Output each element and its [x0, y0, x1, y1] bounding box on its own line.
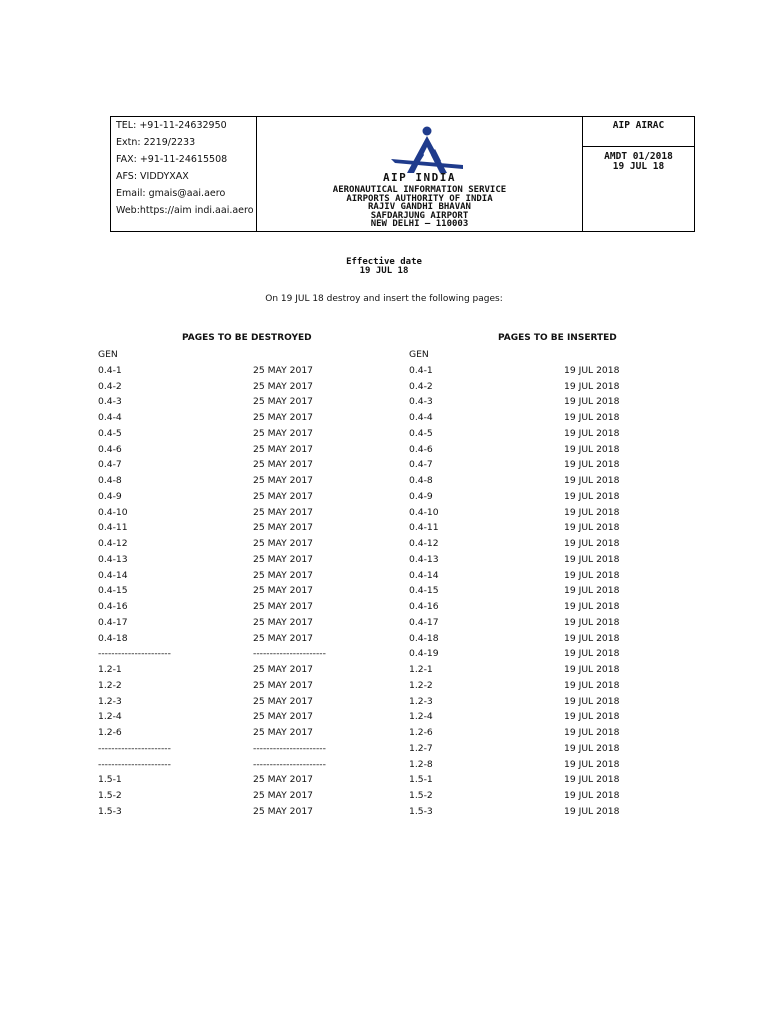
- list-item: [98, 646, 358, 662]
- list-item: [409, 394, 669, 410]
- inserted-pages-list: [409, 347, 669, 820]
- list-item: [98, 678, 358, 694]
- page-date: 25 MAY 2017: [253, 711, 314, 723]
- page-date: 25 MAY 2017: [253, 695, 314, 707]
- contact-fax: FAX: +91-11-24615508: [116, 154, 228, 165]
- effective-date: 19 JUL 18: [359, 266, 409, 276]
- page-number: 0.4-15: [98, 585, 128, 597]
- page-date: 25 MAY 2017: [253, 632, 314, 644]
- page-date: 19 JUL 2018: [564, 585, 620, 597]
- list-item: [409, 741, 669, 757]
- page-date: ----------------------: [253, 758, 326, 770]
- list-item: [409, 694, 669, 710]
- page-number: 0.4-2: [409, 380, 433, 392]
- org-block: [257, 186, 582, 229]
- list-item: [409, 615, 669, 631]
- list-item: [409, 662, 669, 678]
- amendment-date: 19 JUL 18: [612, 161, 665, 172]
- list-item: [98, 568, 358, 584]
- page-number: 1.2-7: [409, 742, 433, 754]
- page-number: 0.4-17: [98, 616, 128, 628]
- list-item: [98, 599, 358, 615]
- amendment-info: [583, 147, 694, 172]
- page-date: 19 JUL 2018: [564, 459, 620, 471]
- page-date: 25 MAY 2017: [253, 679, 314, 691]
- page-date: 19 JUL 2018: [564, 490, 620, 502]
- page-number: 0.4-5: [98, 427, 122, 439]
- list-item: [98, 505, 358, 521]
- list-item: [98, 394, 358, 410]
- page-date: 25 MAY 2017: [253, 585, 314, 597]
- list-item: [98, 347, 358, 363]
- page-date: 19 JUL 2018: [564, 412, 620, 423]
- list-item: [98, 520, 358, 536]
- page-date: 19 JUL 2018: [564, 364, 620, 376]
- page-date: 25 MAY 2017: [253, 412, 314, 423]
- page-date: 25 MAY 2017: [253, 522, 314, 534]
- list-item: [98, 741, 358, 757]
- page-number: 1.2-8: [409, 758, 433, 770]
- list-item: [409, 599, 669, 615]
- page-date: 25 MAY 2017: [253, 790, 314, 801]
- page-date: 19 JUL 2018: [564, 805, 620, 817]
- list-item: [98, 631, 358, 647]
- page-number: 1.2-2: [98, 679, 122, 691]
- page-date: 25 MAY 2017: [253, 569, 314, 581]
- page-number: 1.5-1: [409, 774, 433, 786]
- page-date: 19 JUL 2018: [564, 522, 620, 534]
- list-item: [98, 457, 358, 473]
- page-number: 1.5-2: [98, 790, 122, 801]
- page-number: 0.4-5: [409, 427, 433, 439]
- page-date: 25 MAY 2017: [253, 475, 314, 486]
- page-number: 0.4-12: [98, 538, 128, 549]
- list-item: [409, 426, 669, 442]
- page-number: 0.4-4: [98, 412, 122, 423]
- list-item: [98, 536, 358, 552]
- page-number: 0.4-8: [98, 475, 122, 486]
- amendment-panel: [583, 117, 694, 231]
- page-number: 0.4-17: [409, 616, 439, 628]
- list-item: [409, 583, 669, 599]
- list-item: [98, 410, 358, 426]
- list-item: [409, 804, 669, 820]
- page-number: 0.4-16: [98, 601, 128, 612]
- page-number: GEN: [98, 349, 118, 360]
- page-date: 25 MAY 2017: [253, 396, 314, 408]
- list-item: [98, 788, 358, 804]
- list-item: [409, 520, 669, 536]
- list-item: [409, 646, 669, 662]
- org-line: AIRPORTS AUTHORITY OF INDIA: [346, 193, 493, 204]
- list-item: [409, 788, 669, 804]
- list-item: [409, 725, 669, 741]
- page-number: ----------------------: [98, 742, 171, 754]
- list-item: [98, 662, 358, 678]
- list-item: [409, 552, 669, 568]
- page-date: 19 JUL 2018: [564, 790, 620, 801]
- page-number: ----------------------: [98, 758, 171, 770]
- list-item: [409, 709, 669, 725]
- page-date: 19 JUL 2018: [564, 742, 620, 754]
- page-number: 1.2-6: [409, 727, 433, 738]
- page-date: 25 MAY 2017: [253, 553, 314, 565]
- page-date: 25 MAY 2017: [253, 443, 314, 455]
- list-item: [98, 772, 358, 788]
- page-number: 1.2-4: [409, 711, 433, 723]
- list-item: [98, 709, 358, 725]
- page-date: 19 JUL 2018: [564, 774, 620, 786]
- list-item: [409, 442, 669, 458]
- list-item: [409, 410, 669, 426]
- page-date: 19 JUL 2018: [564, 727, 620, 738]
- page-number: 0.4-1: [409, 364, 433, 376]
- page-date: 19 JUL 2018: [564, 506, 620, 518]
- list-item: [409, 473, 669, 489]
- amendment-number: AMDT 01/2018: [604, 151, 673, 162]
- contact-tel: TEL: +91-11-24632950: [116, 120, 227, 131]
- page-number: 0.4-14: [98, 569, 128, 581]
- list-item: [409, 678, 669, 694]
- list-item: [409, 631, 669, 647]
- page-date: 19 JUL 2018: [564, 569, 620, 581]
- page-number: 0.4-3: [98, 396, 122, 408]
- page-number: 1.2-1: [98, 664, 122, 675]
- page-date: ----------------------: [253, 742, 326, 754]
- list-item: [98, 489, 358, 505]
- page-date: 19 JUL 2018: [564, 538, 620, 549]
- page-number: 0.4-4: [409, 412, 433, 423]
- page-date: ----------------------: [253, 648, 326, 660]
- page-date: 19 JUL 2018: [564, 553, 620, 565]
- contact-extn: Extn: 2219/2233: [116, 137, 196, 148]
- page-date: 19 JUL 2018: [564, 601, 620, 612]
- page-number: 0.4-8: [409, 475, 433, 486]
- aip-title: AIP INDIA: [382, 171, 457, 184]
- effective-label: Effective date: [346, 257, 422, 267]
- list-item: [409, 757, 669, 773]
- page-number: 0.4-3: [409, 396, 433, 408]
- page-number: 1.2-3: [98, 695, 122, 707]
- page-date: 19 JUL 2018: [564, 380, 620, 392]
- page-number: 1.2-3: [409, 695, 433, 707]
- page-date: 25 MAY 2017: [253, 727, 314, 738]
- list-item: [409, 347, 669, 363]
- page-number: 0.4-18: [409, 632, 439, 644]
- page-date: 25 MAY 2017: [253, 805, 314, 817]
- list-item: [409, 489, 669, 505]
- page-number: GEN: [409, 349, 429, 360]
- page-number: 0.4-9: [409, 490, 433, 502]
- page-date: 19 JUL 2018: [564, 758, 620, 770]
- page-number: 0.4-10: [409, 506, 439, 518]
- page-number: 1.2-1: [409, 664, 433, 675]
- page-date: 25 MAY 2017: [253, 616, 314, 628]
- page-number: 0.4-14: [409, 569, 439, 581]
- list-item: [98, 379, 358, 395]
- page-date: 25 MAY 2017: [253, 459, 314, 471]
- page-number: 0.4-13: [409, 553, 439, 565]
- list-item: [409, 363, 669, 379]
- list-item: [409, 457, 669, 473]
- page-date: 19 JUL 2018: [564, 695, 620, 707]
- org-line: RAJIV GANDHI BHAVAN: [368, 202, 471, 213]
- effective-date-block: [0, 258, 768, 276]
- list-item: [98, 552, 358, 568]
- page-number: 1.2-2: [409, 679, 433, 691]
- page-number: 0.4-6: [409, 443, 433, 455]
- page-date: 25 MAY 2017: [253, 364, 314, 376]
- page-date: 25 MAY 2017: [253, 664, 314, 675]
- list-item: [98, 583, 358, 599]
- page-number: 1.2-6: [98, 727, 122, 738]
- page-number: 0.4-9: [98, 490, 122, 502]
- list-item: [409, 379, 669, 395]
- contact-panel: [111, 117, 257, 231]
- list-item: [409, 536, 669, 552]
- list-item: [409, 772, 669, 788]
- list-item: [409, 568, 669, 584]
- page-number: 0.4-7: [409, 459, 433, 471]
- page-number: 1.5-3: [98, 805, 122, 817]
- org-line: AERONAUTICAL INFORMATION SERVICE: [332, 185, 507, 195]
- page-date: 19 JUL 2018: [564, 648, 620, 660]
- list-item: [98, 473, 358, 489]
- page-date: 25 MAY 2017: [253, 380, 314, 392]
- contact-afs: AFS: VIDDYXAX: [116, 171, 189, 182]
- title-panel: [257, 117, 583, 231]
- page-number: 0.4-2: [98, 380, 122, 392]
- list-item: [98, 426, 358, 442]
- page-number: 0.4-10: [98, 506, 128, 518]
- page-number: 1.2-4: [98, 711, 122, 723]
- page-date: 25 MAY 2017: [253, 538, 314, 549]
- page-number: 0.4-7: [98, 459, 122, 471]
- page-number: 0.4-12: [409, 538, 439, 549]
- page-number: 0.4-6: [98, 443, 122, 455]
- destroyed-pages-list: [98, 347, 358, 820]
- org-line: SAFDARJUNG AIRPORT: [370, 210, 469, 221]
- page-number: 0.4-18: [98, 632, 128, 644]
- page-date: 19 JUL 2018: [564, 616, 620, 628]
- page-date: 19 JUL 2018: [564, 664, 620, 675]
- page-date: 25 MAY 2017: [253, 601, 314, 612]
- page-number: 0.4-19: [409, 648, 439, 660]
- header-box: [110, 116, 695, 232]
- page-number: 1.5-2: [409, 790, 433, 801]
- page-number: 0.4-11: [409, 522, 439, 534]
- page-number: 1.5-1: [98, 774, 122, 786]
- page-number: ----------------------: [98, 648, 171, 660]
- page-date: 19 JUL 2018: [564, 475, 620, 486]
- page-number: 1.5-3: [409, 805, 433, 817]
- list-item: [98, 442, 358, 458]
- list-item: [98, 804, 358, 820]
- page-number: 0.4-1: [98, 364, 122, 376]
- page-date: 19 JUL 2018: [564, 679, 620, 691]
- page-date: 25 MAY 2017: [253, 506, 314, 518]
- list-item: [98, 694, 358, 710]
- list-item: [98, 363, 358, 379]
- page-number: 0.4-16: [409, 601, 439, 612]
- inserted-heading: PAGES TO BE INSERTED: [498, 333, 617, 343]
- contact-web: Web:https://aim indi.aai.aero: [116, 205, 254, 216]
- page-date: 25 MAY 2017: [253, 774, 314, 786]
- page-number: 0.4-11: [98, 522, 128, 534]
- page-date: 19 JUL 2018: [564, 396, 620, 408]
- destroyed-heading: PAGES TO BE DESTROYED: [182, 333, 312, 343]
- page-date: 19 JUL 2018: [564, 711, 620, 723]
- list-item: [98, 757, 358, 773]
- page-date: 19 JUL 2018: [564, 443, 620, 455]
- list-item: [98, 615, 358, 631]
- page-number: 0.4-13: [98, 553, 128, 565]
- instruction-text: On 19 JUL 18 destroy and insert the following pages:: [265, 294, 503, 304]
- page-date: 19 JUL 2018: [564, 632, 620, 644]
- airac-label: AIP AIRAC: [583, 117, 694, 147]
- page-date: 25 MAY 2017: [253, 427, 314, 439]
- page-date: 25 MAY 2017: [253, 490, 314, 502]
- contact-email: Email: gmais@aai.aero: [116, 188, 226, 199]
- page-date: 19 JUL 2018: [564, 427, 620, 439]
- page-number: 0.4-15: [409, 585, 439, 597]
- org-line: NEW DELHI – 110003: [370, 219, 469, 230]
- list-item: [98, 725, 358, 741]
- list-item: [409, 505, 669, 521]
